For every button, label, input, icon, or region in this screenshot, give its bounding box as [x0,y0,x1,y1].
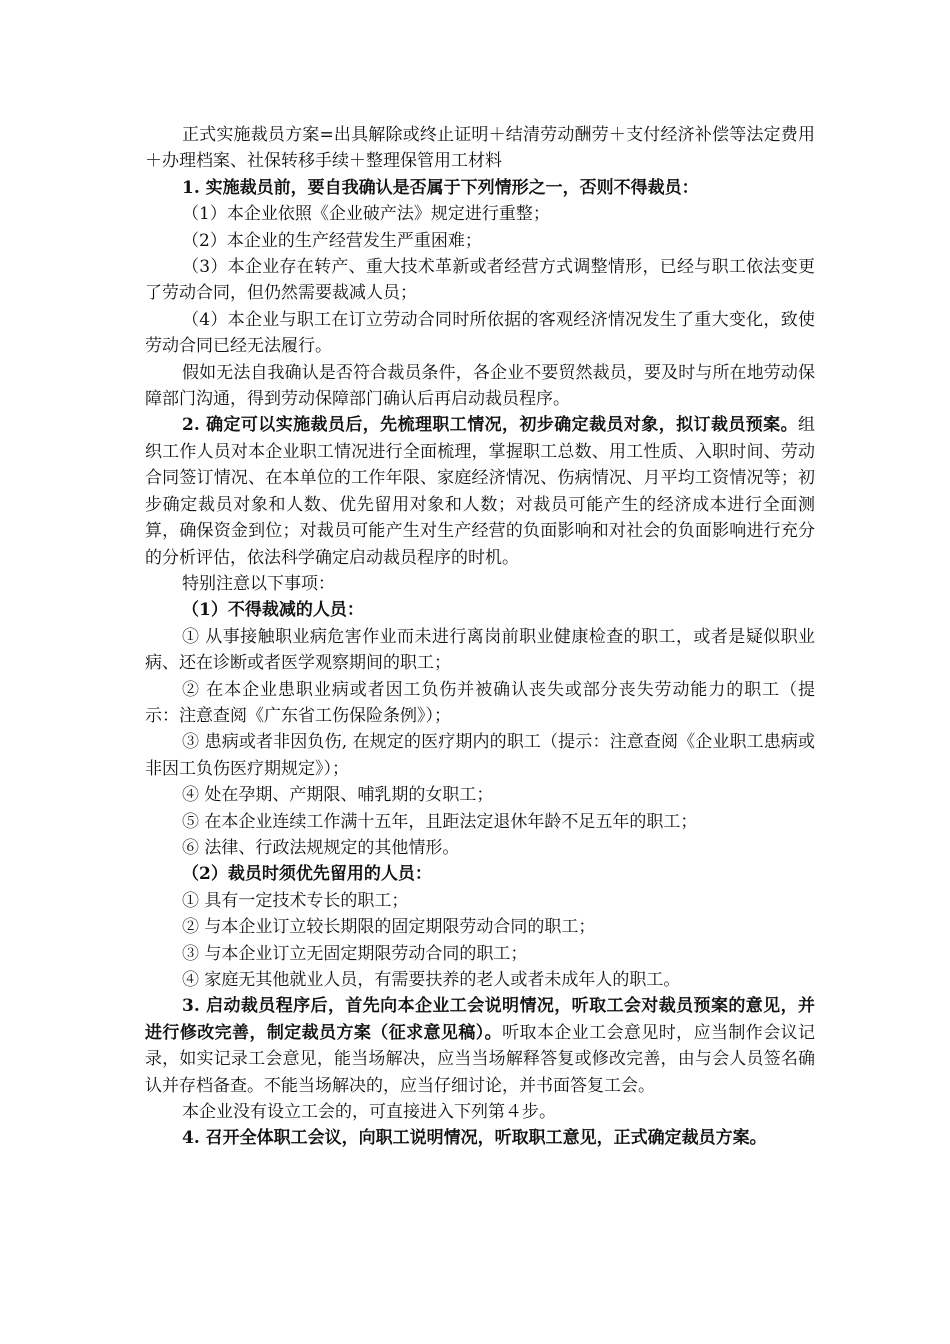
step2-sub1-item-6: ⑥ 法律、行政法规规定的其他情形。 [182,837,460,858]
step3-note: 本企业没有设立工会的，可直接进入下列第４步。 [182,1102,556,1123]
step1-item-1: （1）本企业依照《企业破产法》规定进行重整； [182,204,550,225]
step1-item-4: （4）本企业与职工在订立劳动合同时所依据的客观经济情况发生了重大变化，致使劳动合同已经无法履行。 [145,309,815,357]
step2-paragraph [145,412,815,570]
step2-sub1-item-2: ② 在本企业患职业病或者因工负伤并被确认丧失或部分丧失劳动能力的职工（提示：注意查阅《广东省工伤保险条例》）； [145,679,815,726]
step2-sub2-title-text: （2）裁员时须优先留用的人员： [182,864,432,885]
step2-attention: 特别注意以下事项： [182,573,335,594]
step2-sub2-item-1: ① 具有一定技术专长的职工； [182,890,409,911]
step1-item-3: （3）本企业存在转产、重大技术革新或者经营方式调整情形，已经与职工依法变更了劳动合同，但仍然需要裁减人员； [145,257,815,304]
step1-note: 假如无法自我确认是否符合裁员条件，各企业不要贸然裁员，要及时与所在地劳动保障部门沟通，得到劳动保障部门确认后再启动裁员程序。 [145,362,815,410]
step2-sub1-title-text: （1）不得裁减的人员： [182,600,364,621]
step1-heading [145,175,815,201]
intro-paragraph: 正式实施裁员方案=出具解除或终止证明＋结清劳动酬劳＋支付经济补偿等法定费用＋办理档案、社保转移手续＋整理保管用工材料 [145,125,815,172]
step2-heading: 2. 确定可以实施裁员后，先梳理职工情况，初步确定裁员对象，拟订裁员预案。 [182,415,798,436]
step2-sub1-item-4: ④ 处在孕期、产期限、哺乳期的女职工； [182,785,494,806]
step3-paragraph [145,993,815,1099]
step2-sub1-item-3: ③ 患病或者非因负伤, 在规定的医疗期内的职工（提示：注意查阅《企业职工患病或非因工负伤医疗期规定》）； [145,732,815,779]
document-page [145,122,815,1152]
step1-heading-text: 1. 实施裁员前，要自我确认是否属于下列情形之一，否则不得裁员： [182,177,699,198]
step2-body: 组织工作人员对本企业职工情况进行全面梳理，掌握职工总数、用工性质、入职时间、劳动合同签订情况、在本单位的工作年限、家庭经济情况、伤病情况、月平均工资情况等；初步确定裁员对象和人数、优先留用对象和人数；对裁员可能产生的经济成本进行全面测算，确保资金到位；对裁员可能产生对生产经营的负面影响和对社会的负面影响进行充分的分析评估，依法科学确定启动裁员程序的时机。 [145,415,815,568]
step4-heading: 4. 召开全体职工会议，向职工说明情况，听取职工意见，正式确定裁员方案。 [182,1128,767,1149]
step4-paragraph [145,1125,815,1151]
step1-item-2: （2）本企业的生产经营发生严重困难； [182,230,482,251]
step2-sub1-title [145,597,815,623]
step2-sub2-item-4: ④ 家庭无其他就业人员，有需要扶养的老人或者未成年人的职工。 [182,970,681,990]
step3-body: 听取本企业工会意见时，应当制作会议记录，如实记录工会意见，能当场解决，应当当场解释答复或修改完善，由与会人员签名确认并存档备查。不能当场解决的，应当仔细讨论，并书面答复工会。 [145,1022,816,1096]
step2-sub2-item-3: ③ 与本企业订立无固定期限劳动合同的职工； [182,943,528,964]
step2-sub2-title [145,861,815,887]
step3-heading: 3. 启动裁员程序后，首先向本企业工会说明情况，听取工会对裁员预案的意见，并进行修改完善，制定裁员方案（征求意见稿）。 [145,996,815,1043]
step2-sub2-item-2: ② 与本企业订立较长期限的固定期限劳动合同的职工； [182,917,596,938]
step2-sub1-item-5: ⑤ 在本企业连续工作满十五年，且距法定退休年龄不足五年的职工； [182,811,698,832]
step2-sub1-item-1: ① 从事接触职业病危害作业而未进行离岗前职业健康检查的职工，或者是疑似职业病、还在诊断或者医学观察期间的职工； [145,626,815,674]
